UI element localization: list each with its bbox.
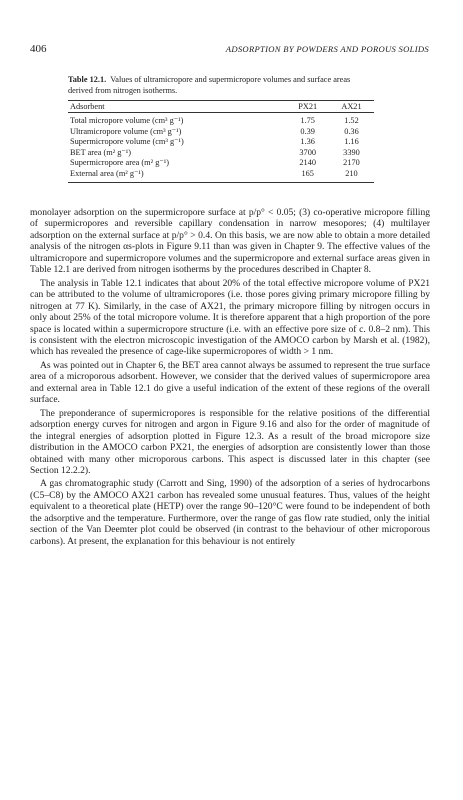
paragraph: As was pointed out in Chapter 6, the BET area cannot always be assumed to represent the true surface area of a microporous adsorbent. However, we consider that the derived values of supermicropore area and external area in Table 12.1 do give a useful indication of the extent of these regions of the overall surface. (30, 359, 430, 406)
px21-value: 1.36 (300, 137, 315, 147)
ax21-value: 210 (329, 169, 374, 182)
page-number: 406 (30, 43, 47, 55)
table-caption (68, 75, 374, 96)
px21-value: 165 (286, 169, 329, 182)
table-row (68, 113, 374, 127)
table-12-1 (68, 75, 374, 183)
paragraph: monolayer adsorption on the supermicropore surface at p/p° < 0.05; (3) co-operative micropore filling of supermicropores and reversible capillary condensation in narrow mesopores; (4) multilayer adsorption on the external surface at p/p° > 0.4. On this basis, we are now able to obtain a more detailed analysis of the nitrogen αs-plots in Figure 9.11 than was given in Chapter 9. The effective values of the ultramicropore and supermicropore volumes and the supermicropore and external surface areas given in Table 12.1 are derived from nitrogen isotherms by the procedures described in Chapter 8. (30, 207, 430, 276)
ax21-value: 2170 (343, 158, 360, 168)
body-text (30, 207, 430, 549)
row-label: Supermicropore area (m² g⁻¹) (70, 158, 169, 168)
row-label: External area (m² g⁻¹) (68, 169, 286, 182)
header-ax21: AX21 (329, 101, 374, 113)
px21-value: 0.39 (300, 126, 315, 136)
px21-value: 3700 (299, 147, 316, 157)
data-table (68, 100, 374, 183)
table-row (68, 158, 374, 169)
ax21-value: 1.16 (344, 137, 359, 147)
running-title: ADSORPTION BY POWDERS AND POROUS SOLIDS (225, 44, 429, 54)
row-label: Total micropore volume (cm³ g⁻¹) (70, 116, 184, 125)
table-row (68, 137, 374, 148)
table-row (68, 127, 374, 138)
ax21-value: 1.52 (344, 116, 359, 125)
row-label: Supermicropore volume (cm³ g⁻¹) (70, 137, 184, 147)
paragraph: A gas chromatographic study (Carrott and Sing, 1990) of the adsorption of a series of hydrocarbons (C5–C8) by the AMOCO AX21 carbon has revealed some unusual features. Thus, values of the height equivalent to a theoretical plate (HETP) over the range 90–120°C were found to be independent of both the adsorptive and the temperature. Furthermore, over the range of gas flow rate studied, only the initial section of the Van Deemter plot could be observed (in contrast to the behaviour of other microporous carbons). At present, the explanation for this behaviour is not entirely (30, 478, 430, 547)
table-row (68, 169, 374, 182)
paragraph: The analysis in Table 12.1 indicates that about 20% of the total effective micropore volume of PX21 can be attributed to the volume of ultramicropores (i.e. those pores giving primary micropore filling by nitrogen at 77 K). Similarly, in the case of AX21, the primary micropore filling by nitrogen occurs in only about 25% of the total micropore volume. It is therefore apparent that a high proportion of the pore space is located within a supermicropore structure (i.e. with an effective pore size of c. 0.8–2 nm). This is consistent with the electron microscopic investigation of the AMOCO carbon by Marsh et al. (1982), which has revealed the presence of cage-like supermicropores of width > 1 nm. (30, 277, 430, 358)
header-adsorbent: Adsorbent (68, 101, 286, 113)
table-header-row (68, 101, 374, 113)
ax21-value: 0.36 (344, 126, 359, 136)
header-px21: PX21 (286, 101, 329, 113)
px21-value: 1.75 (300, 116, 315, 125)
table-label: Table 12.1. (68, 75, 107, 84)
px21-value: 2140 (299, 158, 316, 168)
row-label: Ultramicropore volume (cm³ g⁻¹) (70, 126, 182, 136)
row-label: BET area (m² g⁻¹) (70, 147, 132, 157)
page-header (30, 43, 429, 57)
paragraph: The preponderance of supermicropores is responsible for the relative positions of the differential adsorption energy curves for nitrogen and argon in Figure 9.16 and also for the order of magnitude of the integral energies of adsorption plotted in Figure 12.3. As a result of the broad micropore size distribution in the AMOCO carbon PX21, the energies of adsorption are consistently lower than those obtained with many other microporous carbons. This aspect is discussed later in this chapter (see Section 12.2.2). (30, 407, 430, 476)
table-row (68, 148, 374, 159)
table-caption-text: Values of ultramicropore and supermicropore volumes and surface areas derived from nitrogen isotherms. (68, 75, 351, 95)
ax21-value: 3390 (343, 147, 360, 157)
